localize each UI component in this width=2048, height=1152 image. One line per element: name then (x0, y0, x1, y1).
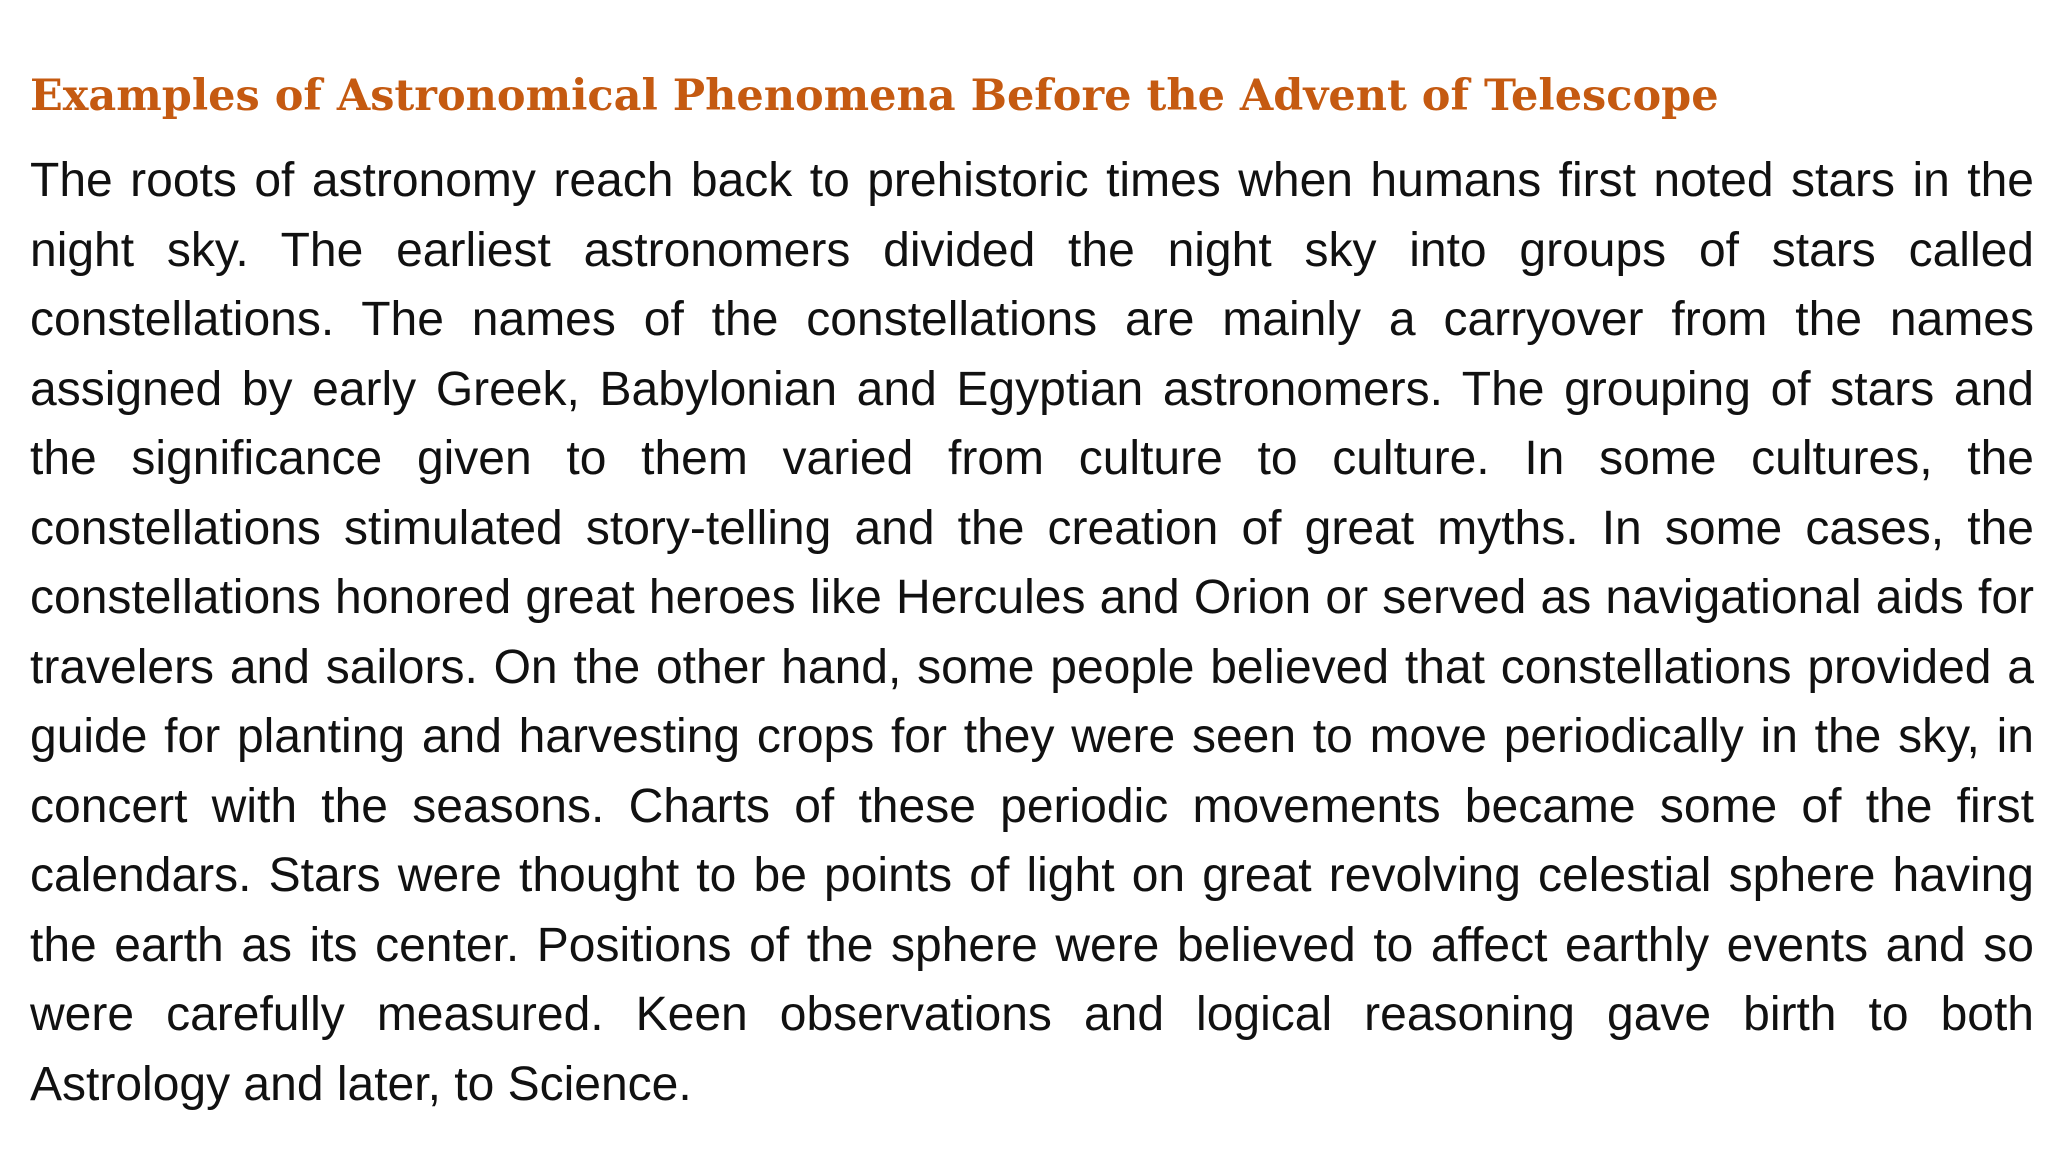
body-paragraph: The roots of astronomy reach back to prehistoric times when humans first noted stars in the night sky. The earliest astronomers divided the night sky into groups of stars called constellations. The names of the constellations are mainly a carryover from the names assigned by early Greek, Babylonian and Egyptian astronomers. The grouping of stars and the significance given to them varied from culture to culture. In some cultures, the constellations stimulated story-telling and the creation of great myths. In some cases, the constellations honored great heroes like Hercules and Orion or served as navigational aids for travelers and sailors. On the other hand, some people believed that constellations provided a guide for planting and harvesting crops for they were seen to move periodically in the sky, in concert with the seasons. Charts of these periodic movements became some of the first calendars. Stars were thought to be points of light on great revolving celestial sphere having the earth as its center. Positions of the sphere were believed to affect earthly events and so were carefully measured. Keen observations and logical reasoning gave birth to both Astrology and later, to Science. (30, 154, 2034, 1111)
document-page (30, 64, 2034, 1119)
section-heading: Examples of Astronomical Phenomena Before the Advent of Telescope (30, 71, 1719, 121)
